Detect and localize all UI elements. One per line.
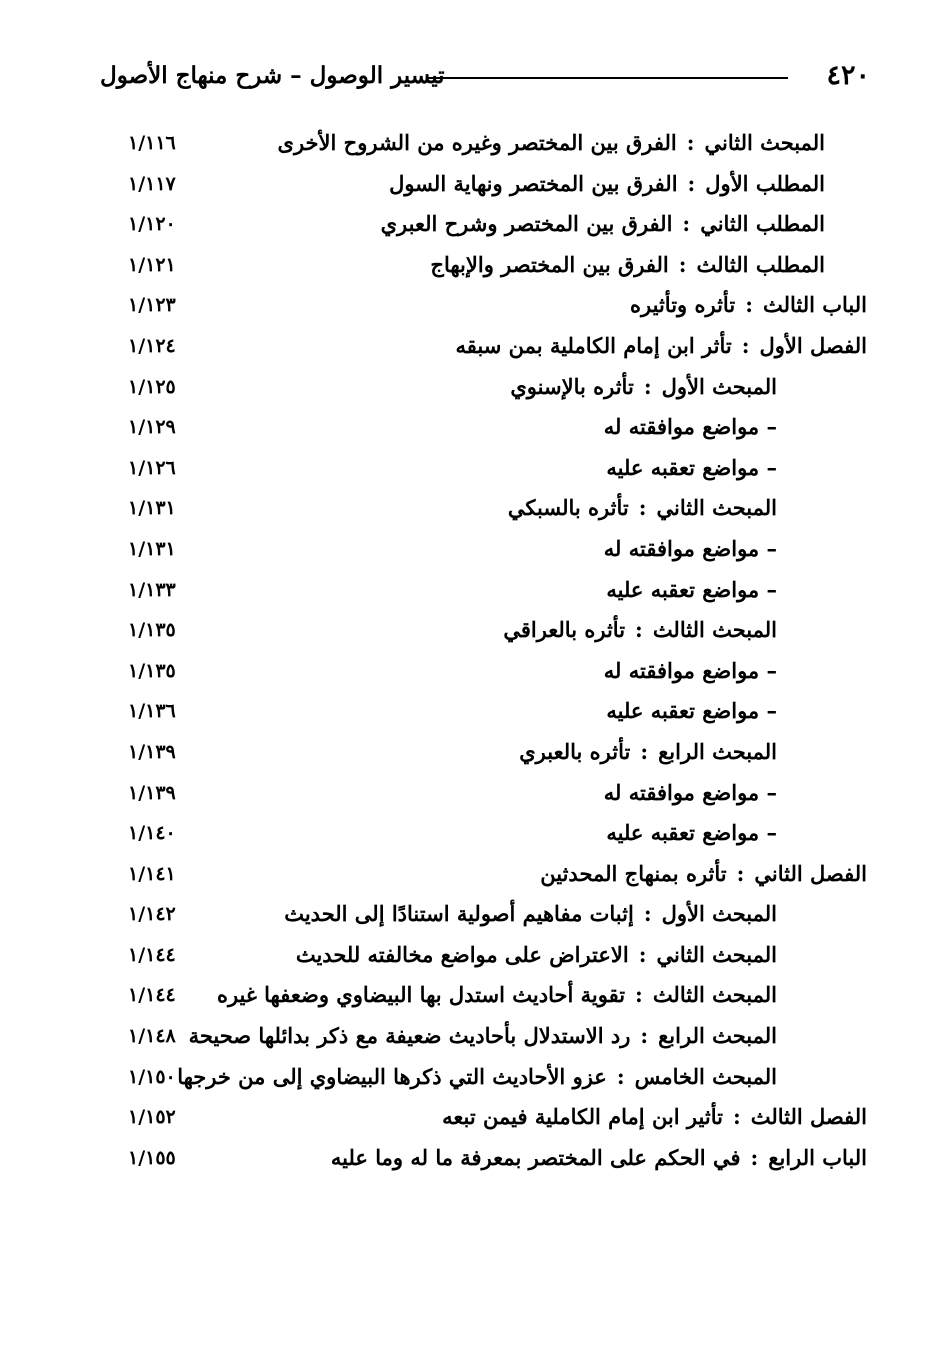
toc-entry-label: المبحث الثاني (656, 941, 777, 967)
toc-page-ref: ١/١٥٢ (128, 1106, 176, 1129)
toc-entry (381, 211, 825, 236)
toc-page-ref: ١/١٢٠ (128, 213, 176, 236)
toc-entry-separator: : (638, 941, 647, 967)
toc-entry-title: تأثره بمنهاج المحدثين (540, 860, 727, 886)
toc-entry-title: – مواضع تعقبه عليه (606, 820, 777, 846)
toc-entry-title: تأثر ابن إمام الكاملية بمن سبقه (455, 332, 732, 358)
toc-entry (540, 861, 867, 886)
toc-page-ref: ١/١٣٩ (128, 740, 176, 763)
toc-entry (510, 374, 777, 399)
toc-page-ref: ١/١٣٥ (128, 619, 176, 642)
toc-entry-title: الاعتراض على مواضع مخالفته للحديث (295, 941, 629, 967)
toc-page-ref: ١/١٣٥ (128, 659, 176, 682)
toc-entry (606, 698, 777, 723)
toc-entry-title: تأثره بالسبكي (507, 495, 629, 521)
toc-entry-label: الباب الرابع (768, 1144, 867, 1170)
toc-row (100, 408, 867, 449)
toc-entry-label: المبحث الثاني (704, 130, 825, 155)
toc-entry (278, 130, 825, 155)
toc-page-ref: ١/١٤٤ (128, 984, 176, 1007)
toc-entry-title: – مواضع تعقبه عليه (606, 698, 777, 724)
page-number: ٤٢٠ (826, 60, 870, 91)
toc-entry (430, 252, 825, 277)
toc-entry (604, 780, 777, 805)
toc-entry-separator: : (640, 738, 649, 764)
toc-entry-title: تأثره وتأثيره (630, 292, 736, 318)
toc-entry (606, 577, 777, 602)
toc-entry-title: – مواضع تعقبه عليه (606, 576, 777, 602)
toc-entry-label: المبحث الثالث (652, 982, 777, 1008)
toc-entry (508, 495, 777, 520)
toc-entry (519, 739, 777, 764)
toc-page-ref: ١/١٤٨ (128, 1025, 176, 1048)
toc-page-ref: ١/١٥٠ (128, 1065, 176, 1088)
toc-entry-label: الفصل الثالث (750, 1104, 867, 1130)
toc-row (100, 692, 867, 733)
toc-entry (284, 901, 777, 926)
toc-entry-separator: : (635, 617, 643, 643)
toc-page-ref: ١/١١٦ (128, 132, 176, 154)
toc-entry-label: المبحث الثالث (652, 617, 777, 643)
header-rule (428, 77, 788, 79)
toc-entry-title: تأثره بالإسنوي (510, 373, 634, 399)
toc-entry-title: – مواضع موافقته له (603, 657, 777, 683)
toc-entry-title: الفرق بين المختصر وشرح العبري (380, 211, 673, 237)
toc-entry-separator: : (736, 860, 745, 886)
toc-row (100, 1017, 867, 1058)
toc-entry (606, 455, 777, 480)
toc-entry-title: – مواضع موافقته له (603, 414, 777, 440)
toc-entry-title: تقوية أحاديث استدل بها البيضاوي وضعفها غيره (216, 982, 626, 1008)
toc-page-ref: ١/١٣٩ (128, 781, 176, 804)
toc-row (100, 976, 867, 1017)
toc-entry-separator: : (750, 1144, 759, 1170)
toc-entry-title: تأثير ابن إمام الكاملية فيمن تبعه (442, 1104, 723, 1130)
page-header (100, 58, 870, 102)
toc-page-ref: ١/١٢٩ (128, 416, 176, 439)
toc-page-ref: ١/١٥٥ (128, 1146, 176, 1169)
toc-page-ref: ١/١٢٦ (128, 456, 176, 479)
toc-entry-separator: : (635, 982, 643, 1008)
toc-entry-label: المبحث الرابع (658, 1023, 777, 1049)
toc-entry (456, 333, 867, 358)
toc-entry-label: المبحث الرابع (658, 738, 777, 764)
toc-entry (604, 658, 777, 683)
toc-entry (296, 942, 777, 967)
toc-entry-label: الفصل الأول (759, 332, 867, 358)
toc-entry (389, 171, 825, 196)
toc-row (100, 124, 867, 165)
toc-entry-label: المبحث الأول (661, 901, 777, 927)
toc-entry-separator: : (741, 332, 750, 358)
toc-entry-separator: : (640, 1023, 649, 1049)
toc-row (100, 855, 867, 896)
toc-entry-label: المطلب الأول (705, 170, 825, 196)
toc-entry-separator: : (687, 170, 696, 196)
toc-row (100, 1098, 867, 1139)
toc-entry-label: المطلب الثالث (696, 251, 825, 277)
toc-row (100, 246, 867, 287)
toc-entry (177, 1064, 777, 1089)
toc-page-ref: ١/١٣٦ (128, 700, 176, 723)
toc-entry-title: الفرق بين المختصر وغيره من الشروح الأخرى (277, 130, 677, 155)
toc-row (100, 814, 867, 855)
toc-row (100, 1058, 867, 1099)
toc-entry-label: الفصل الثاني (754, 860, 867, 886)
toc-entry-separator: : (732, 1104, 741, 1130)
toc-entry-title: الفرق بين المختصر ونهاية السول (389, 170, 678, 196)
toc-entry-separator: : (678, 251, 687, 277)
toc-row (100, 774, 867, 815)
toc-page-ref: ١/١٢٤ (128, 334, 176, 357)
toc-row (100, 165, 867, 206)
toc-entry (331, 1145, 867, 1170)
toc-entry-separator: : (638, 495, 647, 521)
toc-page-ref: ١/١١٧ (128, 172, 176, 195)
toc-page-ref: ١/١٤٤ (128, 943, 176, 966)
toc-entry (217, 982, 777, 1007)
toc-entry-separator: : (643, 901, 652, 927)
toc-entry-title: – مواضع موافقته له (603, 779, 777, 805)
toc-entry-separator: : (643, 373, 652, 399)
toc-row (100, 733, 867, 774)
toc-row (100, 652, 867, 693)
toc-row (100, 571, 867, 612)
toc-entry-title: في الحكم على المختصر بمعرفة ما له وما عليه (330, 1144, 741, 1170)
toc-entry-separator: : (616, 1063, 625, 1089)
toc-row (100, 489, 867, 530)
toc-entry-title: رد الاستدلال بأحاديث ضعيفة مع ذكر بدائلها صحيحة (188, 1023, 631, 1049)
toc-page-ref: ١/١٢٥ (128, 375, 176, 398)
toc-entry-separator: : (682, 211, 691, 237)
toc-entry-title: تأثره بالعراقي (503, 617, 626, 643)
toc-row (100, 286, 867, 327)
toc-page-ref: ١/١٢٣ (128, 294, 176, 317)
toc-page-ref: ١/١٢١ (128, 253, 176, 276)
toc-entry (630, 292, 867, 317)
toc-entry-title: – مواضع موافقته له (603, 535, 777, 561)
toc-entry (604, 536, 777, 561)
table-of-contents (100, 124, 867, 1179)
toc-entry-label: المبحث الخامس (634, 1063, 777, 1089)
toc-entry (442, 1104, 867, 1129)
toc-entry (604, 414, 777, 439)
toc-entry-separator: : (745, 292, 753, 318)
toc-row (100, 368, 867, 409)
toc-entry-title: – مواضع تعقبه عليه (606, 454, 777, 480)
toc-row (100, 449, 867, 490)
toc-row (100, 1139, 867, 1180)
toc-row (100, 936, 867, 977)
toc-row (100, 530, 867, 571)
toc-entry (503, 617, 777, 642)
toc-entry-label: المبحث الأول (661, 373, 777, 399)
toc-entry-title: تأثره بالعبري (519, 738, 631, 764)
toc-entry-label: الباب الثالث (762, 292, 867, 318)
toc-entry-separator: : (686, 130, 695, 155)
toc-entry-label: المبحث الثاني (656, 495, 777, 521)
toc-row (100, 895, 867, 936)
toc-entry-title: إثبات مفاهيم أصولية استنادًا إلى الحديث (284, 901, 634, 927)
toc-page-ref: ١/١٤٠ (128, 822, 176, 845)
toc-entry-title: الفرق بين المختصر والإبهاج (430, 251, 669, 277)
toc-page-ref: ١/١٣١ (128, 537, 176, 560)
toc-entry-title: عزو الأحاديث التي ذكرها البيضاوي إلى من خرجها (177, 1063, 607, 1089)
toc-page-ref: ١/١٣١ (128, 497, 176, 520)
toc-page-ref: ١/١٣٣ (128, 578, 176, 601)
running-title: تيسير الوصول – شرح منهاج الأصول (100, 62, 445, 89)
toc-row (100, 327, 867, 368)
toc-page-ref: ١/١٤٢ (128, 903, 176, 926)
toc-entry (606, 820, 777, 845)
toc-row (100, 611, 867, 652)
toc-entry-label: المطلب الثاني (700, 211, 825, 237)
toc-row (100, 205, 867, 246)
toc-page-ref: ١/١٤١ (128, 862, 176, 885)
toc-entry (189, 1023, 777, 1048)
